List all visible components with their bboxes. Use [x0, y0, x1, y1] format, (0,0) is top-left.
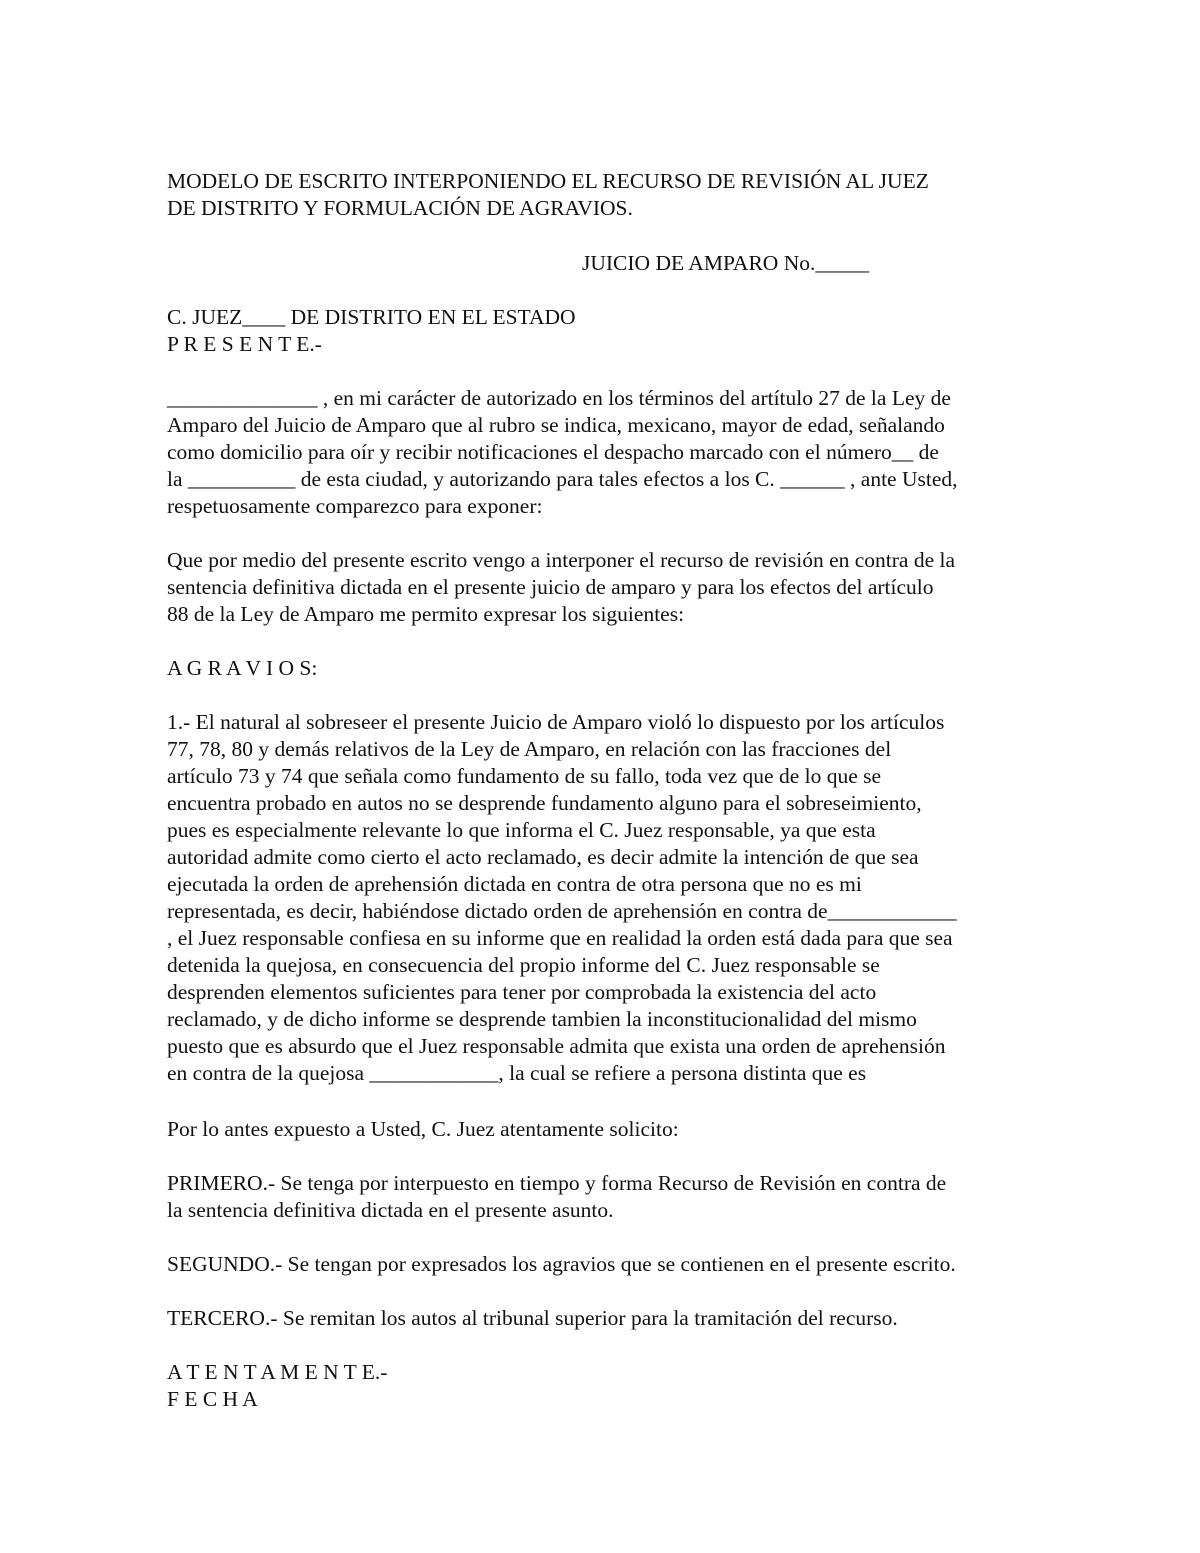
paragraph-line: en contra de la quejosa ____________, la cual se refiere a persona distinta que es	[167, 1061, 867, 1085]
paragraph-line: Amparo del Juicio de Amparo que al rubro se indica, mexicano, mayor de edad, señalando	[167, 413, 945, 437]
paragraph-line: 88 de la Ley de Amparo me permito expresar los siguientes:	[167, 602, 685, 626]
paragraph-line: puesto que es absurdo que el Juez responsable admita que exista una orden de aprehensión	[167, 1034, 946, 1058]
paragraph-line: 77, 78, 80 y demás relativos de la Ley de Amparo, en relación con las fracciones del	[167, 737, 892, 761]
paragraph-line: Que por medio del presente escrito vengo a interponer el recurso de revisión en contra de la	[167, 548, 956, 572]
intro-paragraph	[167, 385, 1047, 520]
paragraph-line: reclamado, y de dicho informe se desprende tambien la inconstitucionalidad del mismo	[167, 1007, 917, 1031]
title-line: MODELO DE ESCRITO INTERPONIENDO EL RECURSO DE REVISIÓN AL JUEZ	[167, 169, 929, 193]
title-line: DE DISTRITO Y FORMULACIÓN DE AGRAVIOS.	[167, 196, 633, 220]
paragraph-line: PRIMERO.- Se tenga por interpuesto en tiempo y forma Recurso de Revisión en contra de	[167, 1171, 947, 1195]
paragraph-line: ejecutada la orden de aprehensión dictada en contra de otra persona que no es mi	[167, 872, 862, 896]
addressee	[167, 304, 1047, 358]
agravios-heading: A G R A V I O S:	[167, 656, 318, 680]
closing	[167, 1359, 1047, 1413]
case-number: JUICIO DE AMPARO No._____	[582, 251, 870, 275]
request-intro: Por lo antes expuesto a Usted, C. Juez atentamente solicito:	[167, 1117, 679, 1141]
paragraph-line: desprenden elementos suficientes para tener por comprobada la existencia del acto	[167, 980, 877, 1004]
paragraph-line: la sentencia definitiva dictada en el presente asunto.	[167, 1198, 614, 1222]
paragraph-line: encuentra probado en autos no se desprende fundamento alguno para el sobreseimiento,	[167, 791, 922, 815]
closing-line: F E C H A	[167, 1387, 258, 1411]
closing-line: A T E N T A M E N T E.-	[167, 1360, 388, 1384]
paragraph-line: artículo 73 y 74 que señala como fundamento de su fallo, toda vez que de lo que se	[167, 764, 882, 788]
paragraph-line: autoridad admite como cierto el acto reclamado, es decir admite la intención de que sea	[167, 845, 919, 869]
paragraph-line: como domicilio para oír y recibir notificaciones el despacho marcado con el número__ de	[167, 440, 939, 464]
paragraph-line: respetuosamente comparezco para exponer:	[167, 494, 543, 518]
paragraph-line: ______________ , en mi carácter de autorizado en los términos del artítulo 27 de la Ley de	[167, 386, 951, 410]
paragraph-line: detenida la quejosa, en consecuencia del propio informe del C. Juez responsable se	[167, 953, 880, 977]
request-segundo: SEGUNDO.- Se tengan por expresados los agravios que se contienen en el presente escrito.	[167, 1252, 956, 1276]
request-primero	[167, 1170, 1047, 1224]
paragraph-line: 1.- El natural al sobreseer el presente Juicio de Amparo violó lo dispuesto por los artículos	[167, 710, 945, 734]
agravio-paragraph	[167, 709, 1047, 1087]
document-title	[167, 168, 1047, 222]
request-tercero: TERCERO.- Se remitan los autos al tribunal superior para la tramitación del recurso.	[167, 1306, 898, 1330]
paragraph-line: la __________ de esta ciudad, y autorizando para tales efectos a los C. ______ , ante Usted,	[167, 467, 958, 491]
addressee-line: C. JUEZ____ DE DISTRITO EN EL ESTADO	[167, 305, 576, 329]
paragraph-line: pues es especialmente relevante lo que informa el C. Juez responsable, ya que esta	[167, 818, 876, 842]
paragraph-line: sentencia definitiva dictada en el presente juicio de amparo y para los efectos del artículo	[167, 575, 934, 599]
addressee-line: P R E S E N T E.-	[167, 332, 322, 356]
paragraph-line: , el Juez responsable confiesa en su informe que en realidad la orden está dada para que sea	[167, 926, 953, 950]
paragraph-line: representada, es decir, habiéndose dictado orden de aprehensión en contra de____________	[167, 899, 957, 923]
purpose-paragraph	[167, 547, 1047, 628]
